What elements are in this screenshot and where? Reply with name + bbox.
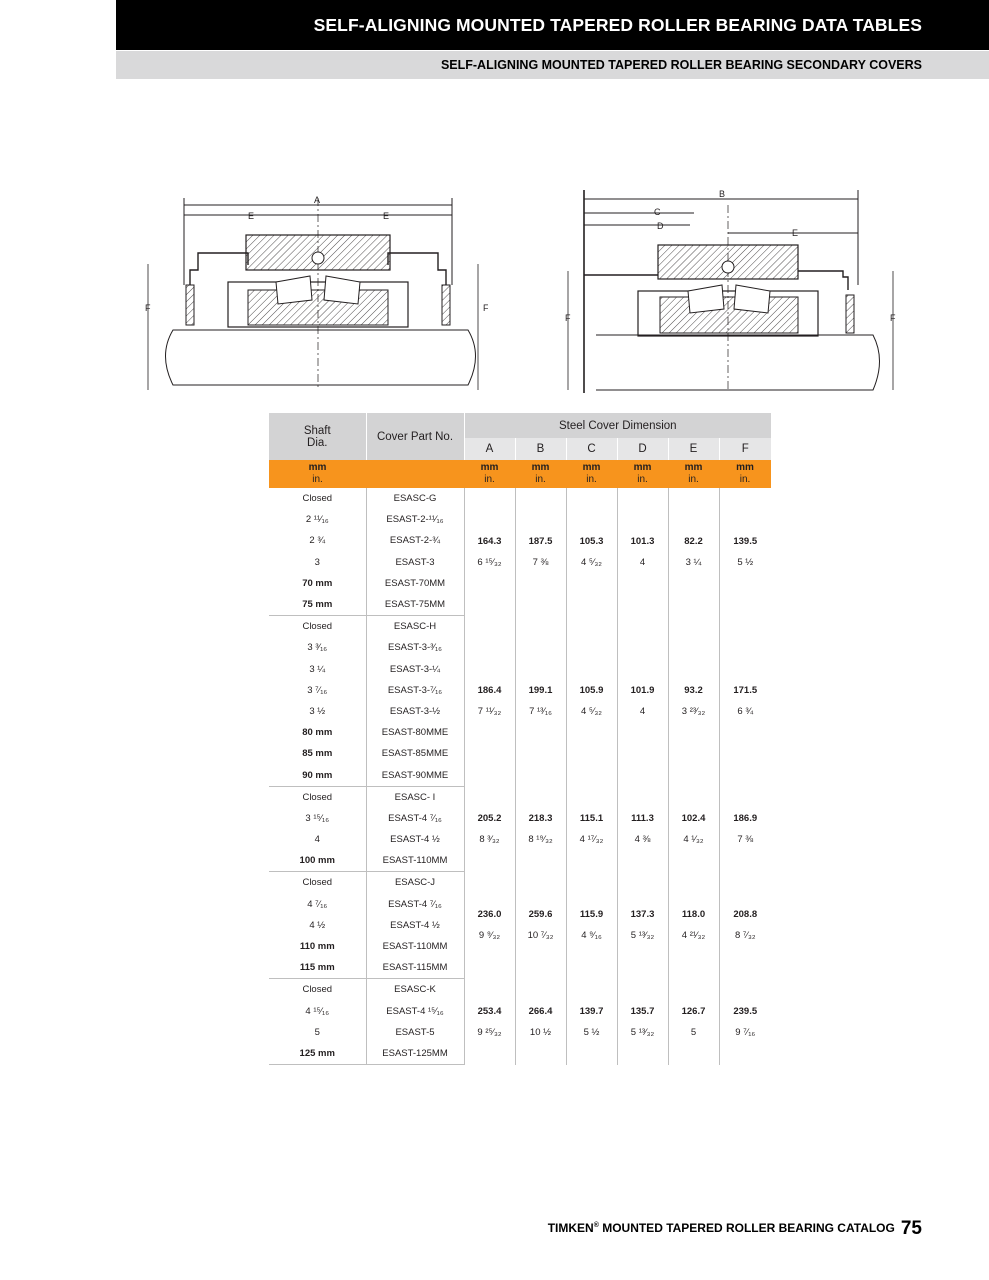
dimension-cell [719, 616, 771, 787]
unit-mm: mm [480, 462, 499, 473]
dim-label-d: D [657, 221, 664, 231]
dimension-in: 10 ⁷⁄₃₂ [527, 930, 554, 942]
dimension-mm: 102.4 [681, 813, 706, 824]
cover-part-cell: ESAST-3-¼ [366, 659, 464, 680]
shaft-dia-cell: Closed [269, 616, 366, 638]
cover-part-cell: ESAST-125MM [366, 1043, 464, 1065]
dimension-mm: 105.9 [579, 684, 604, 696]
shaft-dia-cell: 4 ¹⁵⁄₁₆ [269, 1001, 366, 1022]
unit-cell [366, 460, 464, 488]
unit-cell [719, 460, 771, 488]
dimension-in: 6 ¹⁵⁄₃₂ [477, 556, 502, 568]
dimension-in: 8 ⁷⁄₃₂ [735, 930, 756, 942]
dimension-cell [566, 786, 617, 872]
dimension-cell [566, 488, 617, 616]
unit-in: in. [312, 474, 323, 485]
shaft-dia-cell: 3 [269, 552, 366, 573]
unit-in: in. [586, 474, 597, 485]
unit-mm: mm [582, 462, 601, 473]
dimension-mm: 171.5 [733, 684, 758, 696]
unit-cell [515, 460, 566, 488]
dimension-in: 4 ⁹⁄₁₆ [581, 930, 602, 942]
dimension-in: 4 ²¹⁄₃₂ [681, 930, 706, 942]
shaft-dia-cell: 3 ¼ [269, 659, 366, 680]
dimension-mm: 199.1 [528, 684, 553, 696]
dimension-cell [719, 979, 771, 1065]
dimension-in: 7 ⅜ [737, 834, 754, 845]
dimension-mm: 118.0 [681, 909, 706, 921]
dimension-mm: 93.2 [684, 684, 703, 696]
table-row [269, 979, 771, 1001]
dimension-in: 5 ¹³⁄₃₂ [630, 930, 655, 942]
unit-cell [668, 460, 719, 488]
cover-part-cell: ESASC-K [366, 979, 464, 1001]
cover-part-cell: ESAST-4 ½ [366, 915, 464, 936]
dimension-cell [719, 488, 771, 616]
cover-part-cell: ESAST-110MM [366, 850, 464, 872]
unit-row [269, 460, 771, 488]
dimension-mm: 187.5 [528, 535, 553, 547]
dim-label-f-right: F [890, 313, 896, 323]
cover-part-cell: ESASC-G [366, 488, 464, 509]
dimension-in: 5 ½ [737, 556, 754, 568]
dimension-cell [464, 616, 515, 787]
cover-part-cell: ESAST-70MM [366, 573, 464, 594]
unit-cell [566, 460, 617, 488]
page-title: SELF-ALIGNING MOUNTED TAPERED ROLLER BEARING DATA TABLES [116, 0, 989, 50]
shaft-dia-cell: 3 ⁷⁄₁₆ [269, 680, 366, 701]
dimension-cell [617, 786, 668, 872]
unit-mm: mm [736, 462, 754, 473]
dimension-in: 7 ⅜ [532, 556, 549, 568]
dimension-mm: 111.3 [631, 813, 654, 824]
shaft-dia-cell: 75 mm [269, 594, 366, 616]
open-cover-diagram [548, 185, 908, 395]
dim-col-header: C [566, 438, 617, 460]
catalog-name: TIMKEN [547, 1221, 594, 1235]
dimension-cell [464, 786, 515, 872]
cover-part-cell: ESAST-2-¹¹⁄₁₆ [366, 509, 464, 530]
unit-cell [617, 460, 668, 488]
dimension-mm: 259.6 [528, 909, 553, 921]
dimension-in: 7 ¹¹⁄₃₂ [477, 705, 502, 717]
dimension-in: 4 ¹⁄₃₂ [683, 834, 704, 845]
unit-mm: mm [308, 462, 327, 473]
dimension-cell [464, 488, 515, 616]
table-row [269, 872, 771, 894]
shaft-dia-cell: 110 mm [269, 936, 366, 957]
dimension-in: 10 ½ [529, 1026, 552, 1038]
cover-part-cell: ESAST-75MM [366, 594, 464, 616]
dimension-cell [617, 979, 668, 1065]
dim-label-f-right: F [483, 303, 488, 313]
unit-in: in. [688, 474, 699, 485]
dimension-cell [515, 979, 566, 1065]
dimension-cell [668, 979, 719, 1065]
cover-part-cell: ESAST-5 [366, 1022, 464, 1043]
dimension-cell [668, 488, 719, 616]
shaft-dia-cell: 125 mm [269, 1043, 366, 1065]
page-subtitle: SELF-ALIGNING MOUNTED TAPERED ROLLER BEARING SECONDARY COVERS [116, 51, 989, 79]
unit-in: in. [739, 474, 751, 485]
dimension-in: 5 ¹³⁄₃₂ [630, 1026, 655, 1038]
dimension-in: 4 ¹⁷⁄₃₂ [579, 834, 604, 845]
dim-label-e-left: E [248, 211, 255, 221]
cover-part-cell: ESAST-115MM [366, 957, 464, 979]
dimension-in: 4 ⅜ [634, 834, 651, 845]
dimension-in: 3 ²³⁄₃₂ [681, 705, 706, 717]
dimension-in: 8 ³⁄₃₂ [479, 834, 500, 845]
dimension-cell [617, 872, 668, 979]
dimension-cell [515, 786, 566, 872]
secondary-cover-table [269, 413, 771, 1065]
cover-part-cell: ESAST-4 ¹⁵⁄₁₆ [366, 1001, 464, 1022]
dim-col-header: F [719, 438, 771, 460]
dimension-cell [668, 616, 719, 787]
shaft-dia-cell: Closed [269, 786, 366, 808]
dimension-mm: 82.2 [684, 535, 703, 547]
shaft-dia-cell: 2 ¾ [269, 530, 366, 551]
dimension-in: 9 ⁷⁄₁₆ [735, 1026, 756, 1038]
dim-col-header: E [668, 438, 719, 460]
cover-part-cell: ESASC- I [366, 786, 464, 808]
dim-label-e-right: E [383, 211, 390, 221]
dimension-mm: 101.3 [630, 535, 655, 547]
dimension-cell [617, 616, 668, 787]
cover-part-cell: ESAST-4 ½ [366, 829, 464, 850]
unit-in: in. [484, 474, 495, 485]
dimension-mm: 186.4 [477, 684, 502, 696]
unit-mm: mm [531, 462, 550, 473]
dimension-mm: 139.7 [579, 1005, 604, 1017]
unit-cell [269, 460, 366, 488]
shaft-dia-cell: 90 mm [269, 764, 366, 786]
dimension-in: 7 ¹³⁄₁₆ [529, 705, 552, 717]
dim-label-f-left: F [565, 313, 571, 323]
cover-part-cell: ESAST-4 ⁷⁄₁₆ [366, 808, 464, 829]
dimension-cell [464, 872, 515, 979]
cover-part-cell: ESAST-85MME [366, 743, 464, 764]
cover-part-cell: ESAST-3 [366, 552, 464, 573]
cover-part-cell: ESAST-90MME [366, 764, 464, 786]
dim-label-c: C [654, 207, 661, 217]
cover-part-cell: ESAST-3-³⁄₁₆ [366, 637, 464, 658]
dim-label-e: E [792, 228, 799, 238]
dim-col-header: D [617, 438, 668, 460]
dimension-mm: 205.2 [477, 813, 502, 824]
dimension-mm: 239.5 [733, 1005, 758, 1017]
dimension-in: 4 [639, 556, 646, 568]
dimension-in: 9 ⁹⁄₃₂ [478, 930, 501, 942]
dimension-mm: 253.4 [477, 1005, 502, 1017]
dimension-in: 5 [690, 1026, 697, 1038]
cover-part-cell: ESAST-110MM [366, 936, 464, 957]
cover-part-cell: ESAST-2-¾ [366, 530, 464, 551]
shaft-dia-cell: 70 mm [269, 573, 366, 594]
table-row [269, 616, 771, 638]
dimension-in: 9 ²⁵⁄₃₂ [477, 1026, 502, 1038]
dim-label-a: A [314, 195, 321, 205]
dimension-mm: 126.7 [681, 1005, 706, 1017]
dimension-mm: 236.0 [477, 909, 502, 921]
shaft-dia-cell: 2 ¹¹⁄₁₆ [269, 509, 366, 530]
shaft-dia-cell: 4 [269, 829, 366, 850]
unit-in: in. [637, 474, 648, 485]
dimension-cell [719, 786, 771, 872]
steel-cover-dimension-header: Steel Cover Dimension [464, 413, 771, 438]
unit-in: in. [535, 474, 546, 485]
dimension-cell [668, 786, 719, 872]
closed-cover-diagram [128, 190, 488, 395]
cover-part-cell: ESASC-J [366, 872, 464, 894]
cover-part-cell: ESAST-80MME [366, 722, 464, 743]
shaft-dia-cell: 4 ½ [269, 915, 366, 936]
dimension-mm: 186.9 [733, 813, 758, 824]
unit-cell [464, 460, 515, 488]
shaft-dia-cell: Closed [269, 872, 366, 894]
dimension-in: 4 [639, 705, 646, 717]
dimension-mm: 139.5 [733, 535, 758, 547]
cover-part-cell: ESAST-4 ⁷⁄₁₆ [366, 894, 464, 915]
shaft-dia-cell: 5 [269, 1022, 366, 1043]
dim-label-b: B [719, 189, 726, 199]
table-row [269, 488, 771, 509]
dimension-in: 4 ⁵⁄₃₂ [580, 705, 602, 717]
shaft-dia-cell: 4 ⁷⁄₁₆ [269, 894, 366, 915]
shaft-dia-cell: Closed [269, 488, 366, 509]
shaft-dia-cell: 3 ¹⁵⁄₁₆ [269, 808, 366, 829]
shaft-dia-cell: 3 ³⁄₁₆ [269, 637, 366, 658]
shaft-dia-cell: 80 mm [269, 722, 366, 743]
unit-mm: mm [633, 462, 652, 473]
cover-part-cell: ESASC-H [366, 616, 464, 638]
dimension-mm: 266.4 [528, 1005, 553, 1017]
dimension-cell [515, 872, 566, 979]
dimension-cell [515, 488, 566, 616]
dimension-cell [515, 616, 566, 787]
dim-col-header: B [515, 438, 566, 460]
cover-part-cell: ESAST-3-⁷⁄₁₆ [366, 680, 464, 701]
dimension-in: 6 ¾ [737, 705, 754, 717]
dimension-cell [464, 979, 515, 1065]
shaft-dia-cell: Closed [269, 979, 366, 1001]
dimension-cell [617, 488, 668, 616]
dimension-cell [566, 616, 617, 787]
dimension-mm: 218.3 [528, 813, 553, 824]
dimension-in: 5 ½ [583, 1026, 600, 1038]
shaft-dia-cell: 100 mm [269, 850, 366, 872]
shaft-dia-header: Shaft Dia. [269, 413, 366, 460]
dimension-mm: 105.3 [579, 535, 604, 547]
dimension-in: 8 ¹⁹⁄₃₂ [528, 834, 553, 845]
dimension-mm: 208.8 [733, 909, 758, 921]
unit-mm: mm [684, 462, 703, 473]
dimension-cell [566, 979, 617, 1065]
cover-part-cell: ESAST-3-½ [366, 701, 464, 722]
dimension-mm: 115.1 [579, 813, 604, 824]
dimension-mm: 115.9 [579, 909, 604, 921]
dimension-mm: 137.3 [630, 909, 655, 921]
dimension-cell [668, 872, 719, 979]
dim-label-f-left: F [145, 303, 151, 313]
table-row [269, 786, 771, 808]
shaft-dia-cell: 115 mm [269, 957, 366, 979]
shaft-dia-cell: 85 mm [269, 743, 366, 764]
shaft-dia-cell: 3 ½ [269, 701, 366, 722]
dim-col-header: A [464, 438, 515, 460]
dimension-mm: 164.3 [477, 535, 502, 547]
page-number: 75 [900, 1218, 922, 1239]
dimension-in: 4 ⁵⁄₃₂ [580, 556, 602, 568]
dimension-in: 3 ¼ [685, 556, 702, 568]
dimension-cell [719, 872, 771, 979]
dimension-cell [566, 872, 617, 979]
dimension-mm: 101.9 [630, 684, 655, 696]
page-footer: TIMKEN® MOUNTED TAPERED ROLLER BEARING CATALOG 75 [547, 1218, 922, 1239]
cover-part-header: Cover Part No. [366, 413, 464, 460]
dimension-mm: 135.7 [630, 1005, 655, 1017]
